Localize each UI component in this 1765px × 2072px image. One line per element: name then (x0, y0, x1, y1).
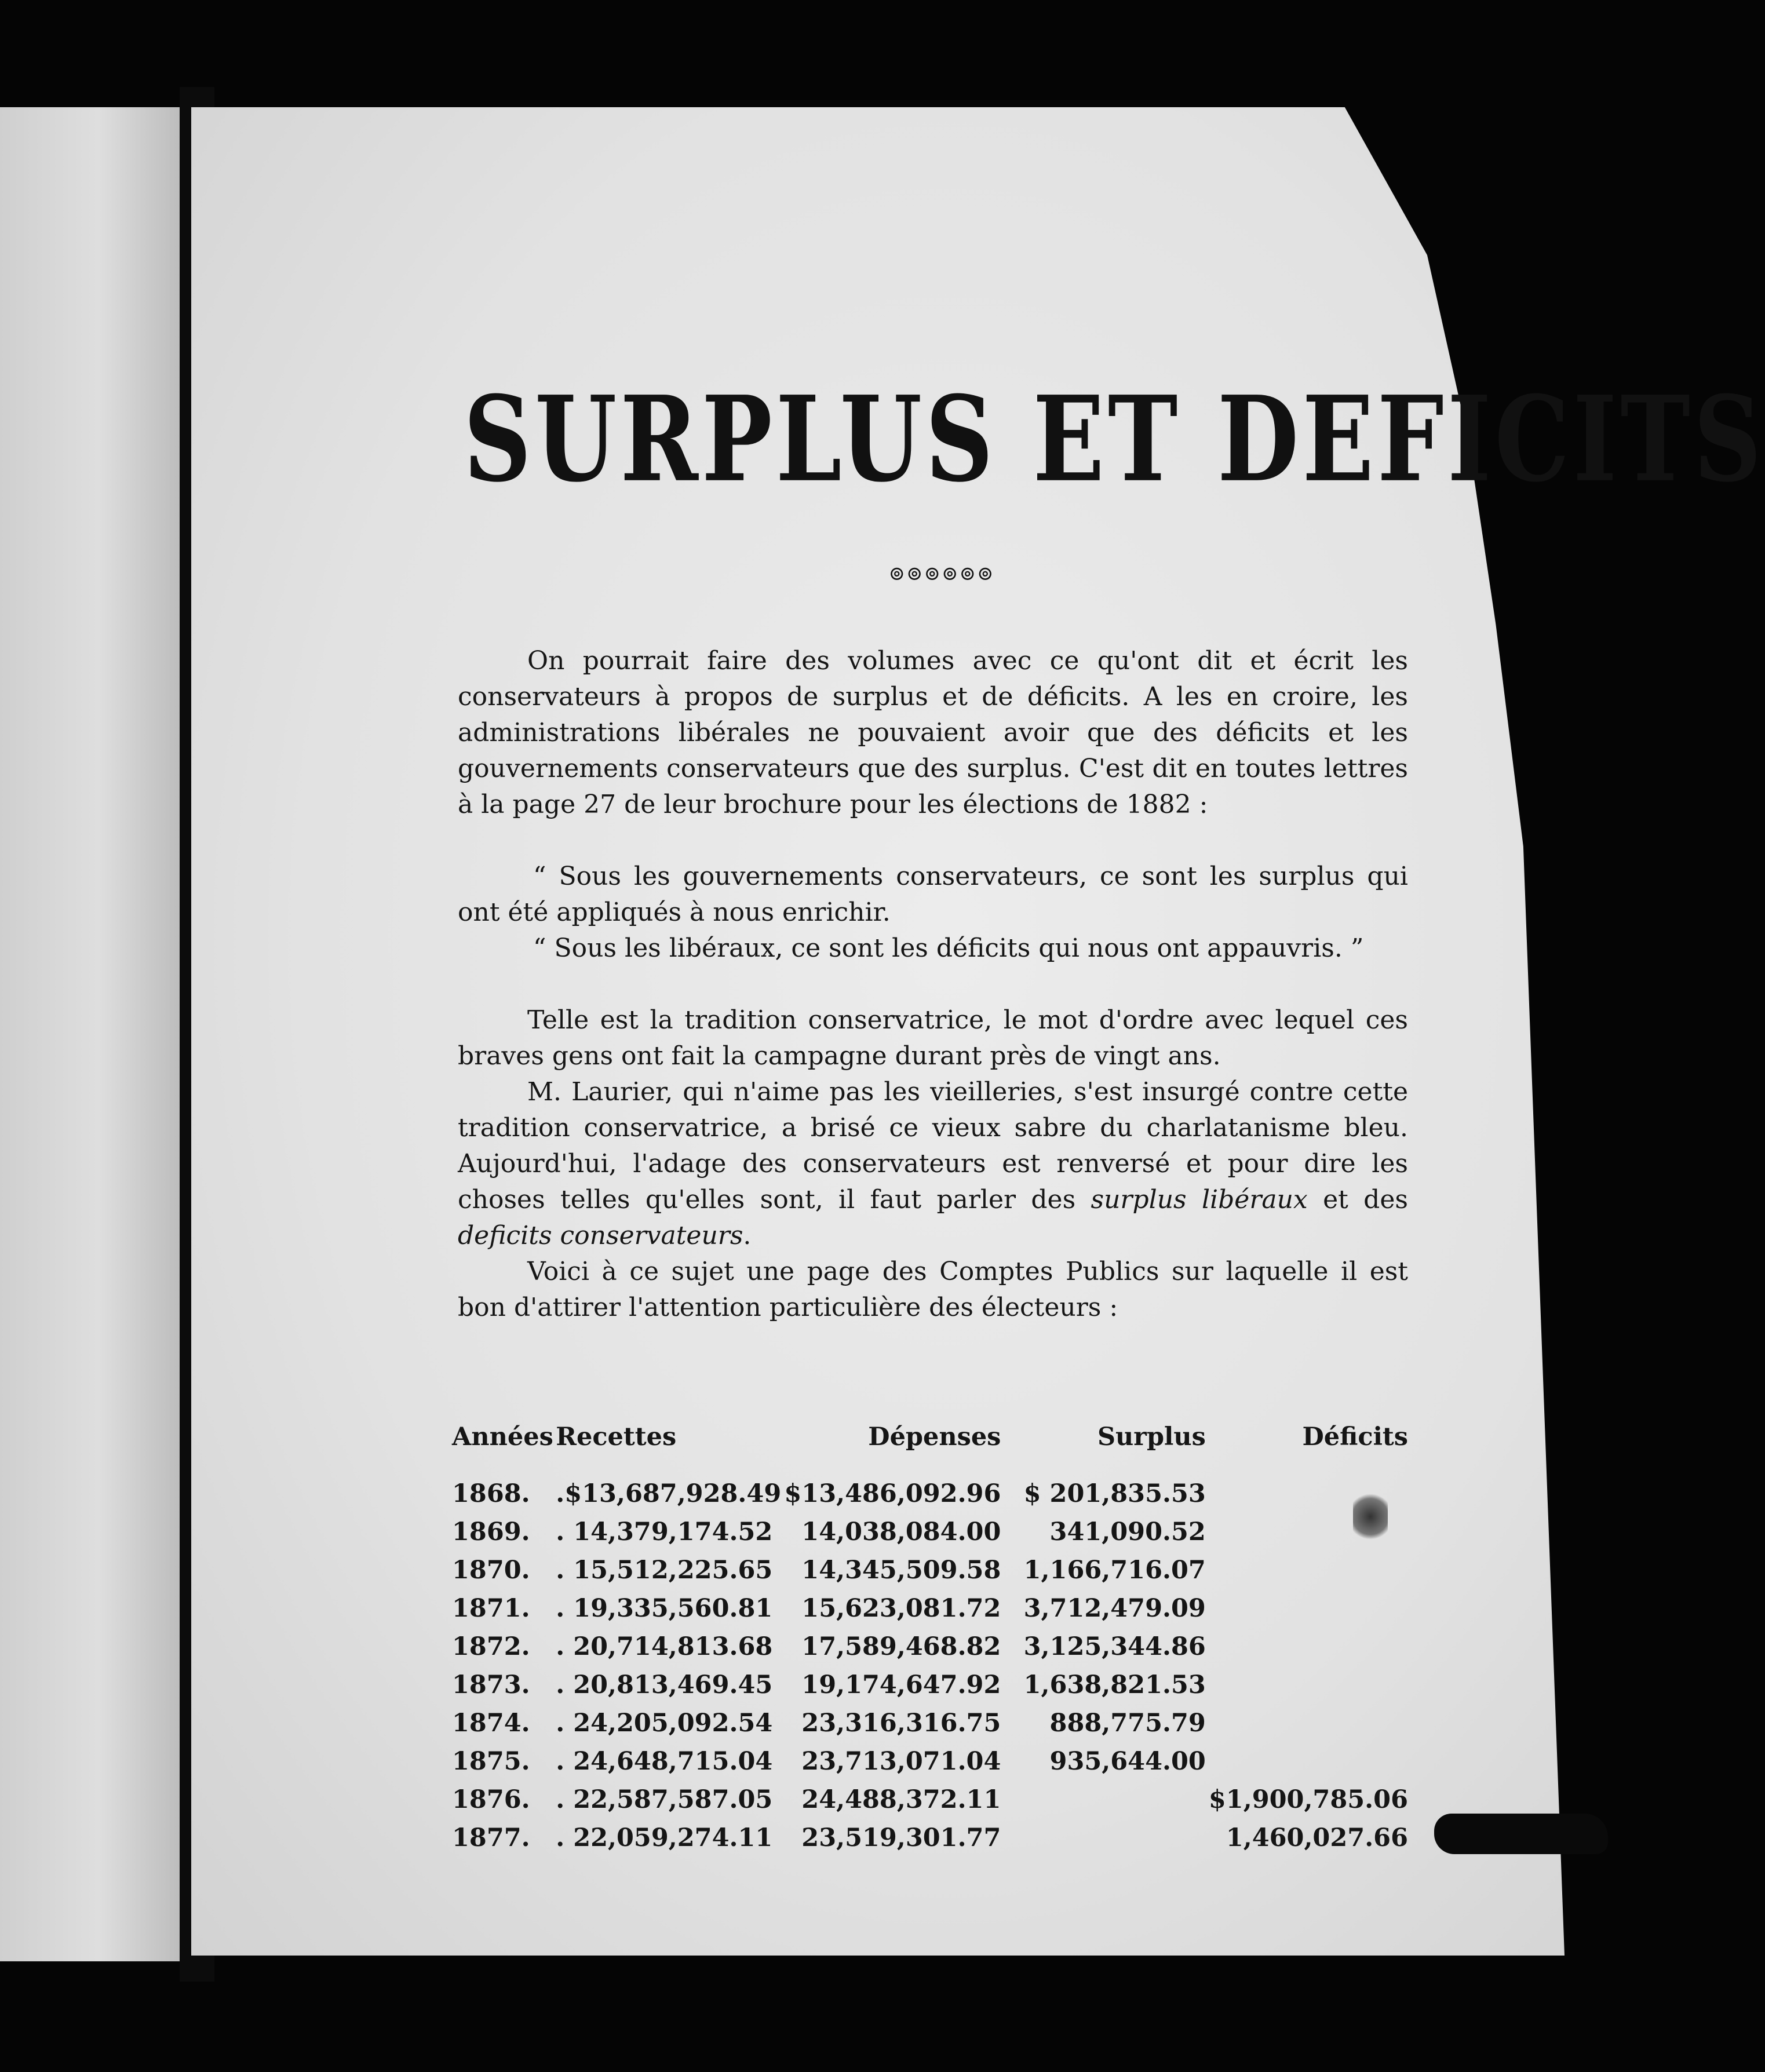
italic-deficits-conservateurs: deficits conservateurs (458, 1221, 743, 1250)
cell-surplus: 3,712,479.09 (1023, 1594, 1206, 1623)
cell-depenses: 23,519,301.77 (801, 1823, 1001, 1852)
cell-depenses: 14,038,084.00 (801, 1517, 1001, 1546)
cell-depenses: 17,589,468.82 (801, 1632, 1001, 1661)
cell-depenses: 23,713,071.04 (801, 1747, 1001, 1776)
cell-surplus: 888,775.79 (1049, 1709, 1206, 1738)
cell-recettes: . 19,335,560.81 (556, 1594, 773, 1623)
cell-year: 1872. (452, 1632, 530, 1661)
ink-blot (1434, 1814, 1608, 1854)
paragraph-laurier-end: . (743, 1221, 752, 1250)
cell-recettes: . 15,512,225.65 (556, 1556, 773, 1585)
cell-depenses: 19,174,647.92 (801, 1670, 1001, 1699)
cell-surplus: 935,644.00 (1049, 1747, 1206, 1776)
table-row (452, 1513, 1408, 1551)
cell-recettes: . 22,059,274.11 (556, 1823, 773, 1852)
table-row (452, 1628, 1408, 1666)
cell-deficits (1206, 1628, 1408, 1666)
table-row (452, 1781, 1408, 1819)
paragraph-tradition: Telle est la tradition conservatrice, le mot d'ordre avec lequel ces braves gens ont fait la campagne durant près de vingt ans. (458, 1005, 1408, 1071)
cell-deficits: $1,900,785.06 (1208, 1785, 1408, 1814)
header-deficits: Déficits (1302, 1422, 1408, 1451)
cell-surplus: 1,166,716.07 (1023, 1556, 1206, 1585)
cell-year: 1875. (452, 1747, 530, 1776)
cell-recettes: .$13,687,928.49 (556, 1479, 782, 1508)
cell-surplus: 341,090.52 (1049, 1517, 1206, 1546)
page-title: SURPLUS ET DEFICITS (464, 371, 1765, 509)
cell-surplus: $ 201,835.53 (1023, 1479, 1206, 1508)
cell-surplus (1001, 1781, 1205, 1819)
header-depenses: Dépenses (868, 1422, 1001, 1451)
cell-year: 1877. (452, 1823, 530, 1852)
paragraph-laurier-text: M. Laurier, qui n'aime pas les vieilleries, s'est insurgé contre cette tradition conservatrice, a brisé ce vieux sabre du charlatanisme bleu. Aujourd'hui, l'adage des conservateurs est renversé et pour dire les choses telles qu'elles sont, il faut parler des (458, 1077, 1408, 1214)
cell-surplus: 3,125,344.86 (1023, 1632, 1206, 1661)
finance-table (452, 1422, 1408, 1857)
cell-year: 1871. (452, 1594, 530, 1623)
cell-surplus: 1,638,821.53 (1023, 1670, 1206, 1699)
table-row (452, 1742, 1408, 1781)
cell-depenses: $13,486,092.96 (784, 1479, 1001, 1508)
cell-depenses: 23,316,316.75 (801, 1709, 1001, 1738)
cell-recettes: . 14,379,174.52 (556, 1517, 773, 1546)
cell-surplus (1001, 1819, 1205, 1857)
cell-year: 1874. (452, 1709, 530, 1738)
header-recettes: Recettes (556, 1422, 677, 1451)
table-row (452, 1819, 1408, 1857)
paragraph-laurier-mid: et des (1307, 1185, 1408, 1214)
italic-surplus-liberaux: surplus libéraux (1091, 1185, 1308, 1214)
header-surplus: Surplus (1097, 1422, 1206, 1451)
table-row (452, 1666, 1408, 1704)
cell-depenses: 14,345,509.58 (801, 1556, 1001, 1585)
table-header-row (452, 1422, 1408, 1475)
cell-year: 1876. (452, 1785, 530, 1814)
cell-recettes: . 22,587,587.05 (556, 1785, 773, 1814)
paragraph-intro: On pourrait faire des volumes avec ce qu'ont dit et écrit les conservateurs à propos de surplus et de déficits. A les en croire, les administrations libérales ne pouvaient avoir que des déficits et les gouvernements conservateurs que des surplus. C'est dit en toutes lettres à la page 27 de leur brochure pour les élections de 1882 : (458, 646, 1408, 819)
table-row (452, 1475, 1408, 1513)
ink-smudge (1353, 1489, 1388, 1544)
cell-deficits (1206, 1742, 1408, 1781)
cell-year: 1873. (452, 1670, 530, 1699)
table-row (452, 1589, 1408, 1628)
body-text (458, 643, 1408, 1326)
cell-recettes: . 24,205,092.54 (556, 1709, 773, 1738)
cell-recettes: . 20,714,813.68 (556, 1632, 773, 1661)
paragraph-comptes: Voici à ce sujet une page des Comptes Publics sur laquelle il est bon d'attirer l'attention particulière des électeurs : (458, 1257, 1408, 1322)
cell-year: 1870. (452, 1556, 530, 1585)
ornament-divider: ⊚⊚⊚⊚⊚⊚ (888, 562, 995, 585)
cell-deficits (1206, 1666, 1408, 1704)
cell-depenses: 15,623,081.72 (801, 1594, 1001, 1623)
quote-conservateurs: “ Sous les gouvernements conservateurs, ce sont les surplus qui ont été appliqués à nous enrichir. (458, 862, 1408, 927)
header-annees: Années (452, 1422, 553, 1451)
cell-deficits (1206, 1704, 1408, 1742)
table-row (452, 1704, 1408, 1742)
cell-deficits (1206, 1589, 1408, 1628)
cell-deficits (1206, 1551, 1408, 1589)
cell-recettes: . 24,648,715.04 (556, 1747, 773, 1776)
quote-liberaux: “ Sous les libéraux, ce sont les déficits qui nous ont appauvris. ” (533, 933, 1364, 963)
table-row (452, 1551, 1408, 1589)
cell-year: 1869. (452, 1517, 530, 1546)
facing-page-edge (0, 107, 180, 1961)
cell-deficits: 1,460,027.66 (1226, 1823, 1408, 1852)
cell-depenses: 24,488,372.11 (801, 1785, 1001, 1814)
cell-recettes: . 20,813,469.45 (556, 1670, 773, 1699)
paragraph-laurier (458, 1074, 1408, 1254)
cell-year: 1868. (452, 1479, 530, 1508)
